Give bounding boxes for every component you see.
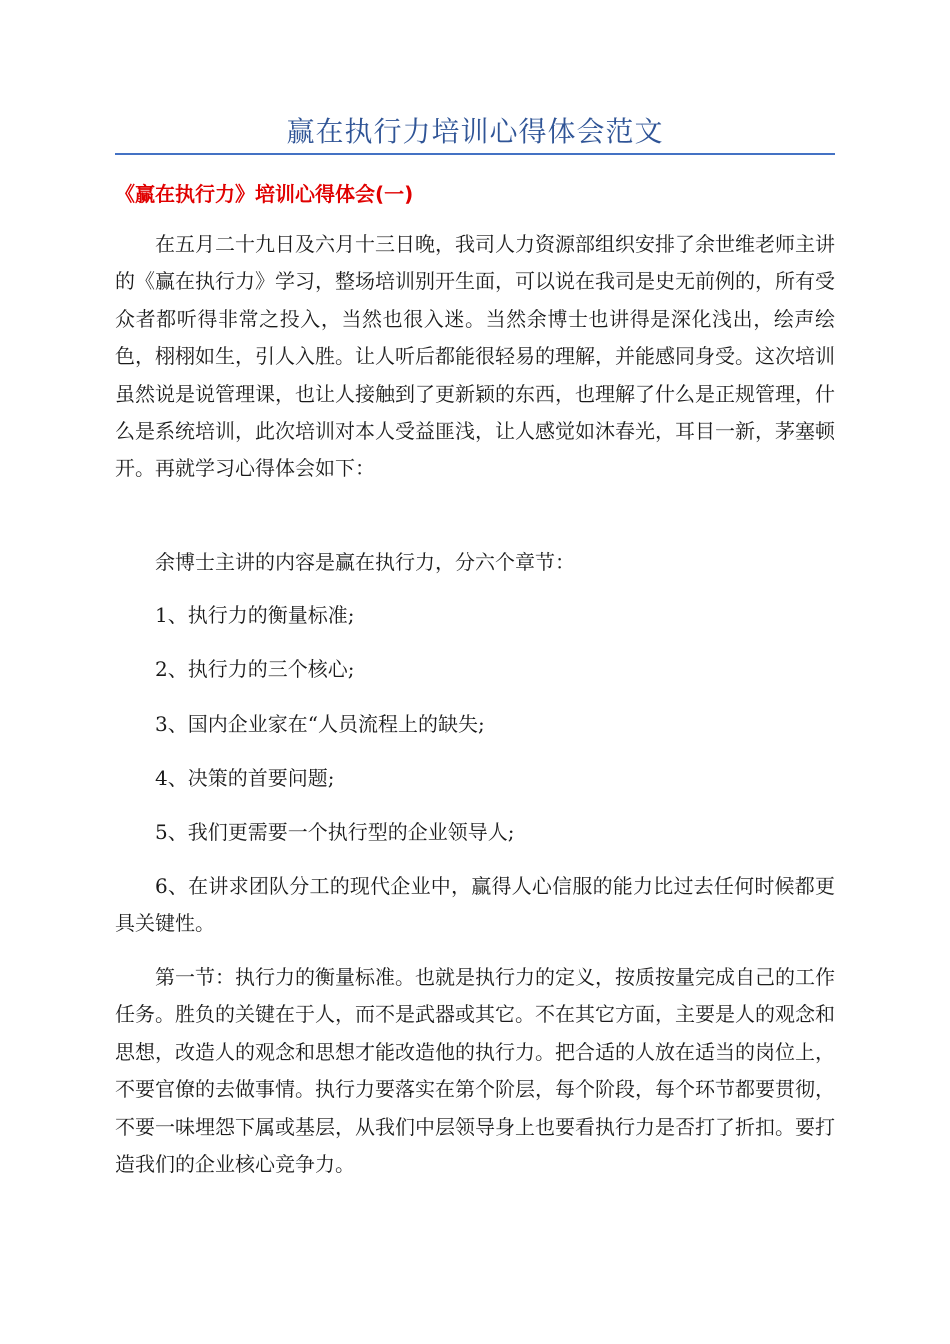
- chapters-intro-paragraph: 余博士主讲的内容是赢在执行力，分六个章节：: [155, 550, 575, 574]
- intro-paragraph: 在五月二十九日及六月十三日晚，我司人力资源部组织安排了余世维老师主讲的《赢在执行力》学习，整场培训别开生面，可以说在我司是史无前例的，所有受众者都听得非常之投入，当然也很入迷。当然余博士也讲得是深化浅出，绘声绘色，栩栩如生，引人入胜。让人听后都能很轻易的理解，并能感同身受。这次培训虽然说是说管理课，也让人接触到了更新颖的东西，也理解了什么是正规管理，什么是系统培训，此次培训对本人受益匪浅，让人感觉如沐春光，耳目一新，茅塞顿开。再就学习心得体会如下：: [115, 232, 835, 481]
- chapter-list-item: 4、决策的首要问题;: [155, 766, 335, 790]
- chapter-list-item: 1、执行力的衡量标准;: [155, 603, 355, 627]
- chapter-list-item: 3、国内企业家在“人员流程上的缺失;: [155, 712, 485, 736]
- chapter-list-item: 6、在讲求团队分工的现代企业中，赢得人心信服的能力比过去任何时候都更具关键性。: [115, 874, 835, 936]
- chapter-list-item: 5、我们更需要一个执行型的企业领导人;: [155, 820, 515, 844]
- document-title: 赢在执行力培训心得体会范文: [286, 115, 664, 148]
- chapter-list-item: 2、执行力的三个核心;: [155, 657, 355, 681]
- section-one-paragraph: 第一节：执行力的衡量标准。也就是执行力的定义，按质按量完成自己的工作任务。胜负的关键在于人，而不是武器或其它。不在其它方面，主要是人的观念和思想，改造人的观念和思想才能改造他的执行力。把合适的人放在适当的岗位上，不要官僚的去做事情。执行力要落实在第个阶层，每个阶段，每个环节都要贯彻，不要一味埋怨下属或基层，从我们中层领导身上也要看执行力是否打了折扣。要打造我们的企业核心竞争力。: [115, 965, 835, 1177]
- section-heading: 《赢在执行力》培训心得体会(一): [115, 182, 414, 206]
- title-underline-rule: [115, 153, 835, 155]
